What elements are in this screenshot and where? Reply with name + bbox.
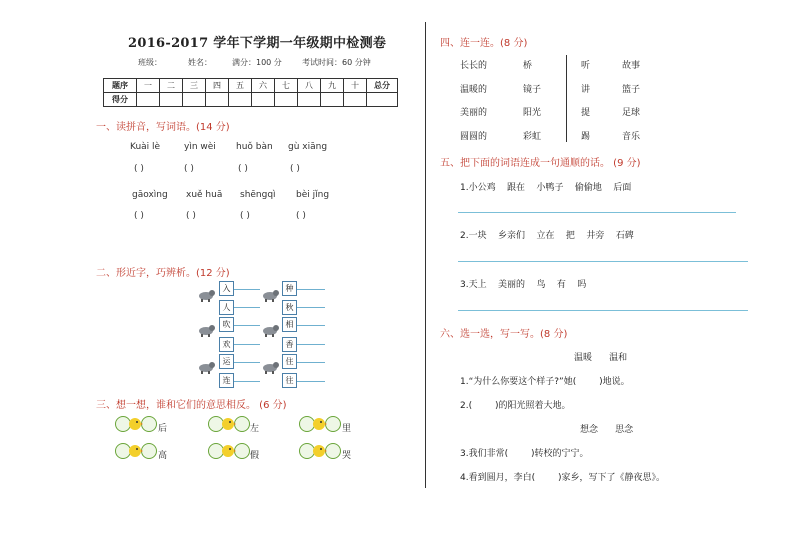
score-cell: 九: [321, 79, 344, 93]
section-6-heading: 六、选一选，写一写。(8 分): [440, 329, 568, 340]
char-box: 香: [282, 337, 297, 352]
score-table-score-row: [104, 93, 398, 107]
pinyin: shēngqì: [240, 190, 276, 200]
dog-icon: [260, 323, 280, 337]
antonym-word: 高: [158, 451, 168, 461]
score-input-cell[interactable]: [252, 93, 275, 107]
answer-line[interactable]: [234, 344, 260, 345]
match-word[interactable]: 提: [581, 108, 591, 118]
answer-line[interactable]: [234, 325, 260, 326]
char-box: 人: [219, 300, 234, 315]
section-1-heading: 一、读拼音，写词语。(14 分): [96, 122, 230, 133]
antonym-word: 里: [342, 424, 352, 434]
answer-line[interactable]: [297, 362, 325, 363]
answer-paren[interactable]: ( ): [240, 211, 250, 221]
score-input-cell[interactable]: [206, 93, 229, 107]
match-word[interactable]: 音乐: [622, 132, 641, 142]
char-box: 相: [282, 317, 297, 332]
char-box: 吹: [219, 317, 234, 332]
score-input-cell[interactable]: [321, 93, 344, 107]
score-cell: 得分: [104, 93, 137, 107]
antonym-word: 后: [158, 424, 168, 434]
pinyin: gāoxìng: [132, 190, 168, 200]
section-5-heading: 五、把下面的词语连成一句通顺的话。 (9 分): [440, 158, 641, 169]
match-word[interactable]: 桥: [523, 61, 533, 71]
section-4-heading: 四、连一连。(8 分): [440, 38, 528, 49]
answer-line[interactable]: [234, 362, 260, 363]
match-word[interactable]: 讲: [581, 85, 591, 95]
score-cell: 六: [252, 79, 275, 93]
score-cell: 三: [183, 79, 206, 93]
score-table-header-row: [104, 79, 398, 93]
score-input-cell[interactable]: [275, 93, 298, 107]
antonym-word: 左: [250, 424, 260, 434]
page-title: 2016-2017 学年下学期一年级期中检测卷: [128, 36, 387, 51]
answer-circle[interactable]: [325, 416, 341, 432]
pinyin: huǒ bàn: [236, 142, 273, 152]
char-box: 入: [219, 281, 234, 296]
char-box: 住: [282, 354, 297, 369]
pinyin: yìn wèi: [184, 142, 216, 152]
answer-line[interactable]: [234, 381, 260, 382]
score-input-cell[interactable]: [160, 93, 183, 107]
answer-line[interactable]: [458, 212, 736, 213]
score-cell: 一: [137, 79, 160, 93]
question-text[interactable]: 1.“为什么你要这个样子?”她( )地说。: [460, 377, 630, 387]
match-word[interactable]: 足球: [622, 108, 641, 118]
match-word[interactable]: 镜子: [523, 85, 542, 95]
chick-icon: [220, 415, 236, 431]
chick-icon: [127, 442, 143, 458]
match-word[interactable]: 踢: [581, 132, 591, 142]
match-word[interactable]: 篮子: [622, 85, 641, 95]
score-cell: 总分: [367, 79, 398, 93]
char-box: 运: [219, 354, 234, 369]
answer-line[interactable]: [458, 310, 748, 311]
char-box: 种: [282, 281, 297, 296]
answer-line[interactable]: [458, 261, 748, 262]
question-text: 2.一块 乡亲们 立在 把 井旁 石碑: [460, 231, 634, 241]
score-cell: 二: [160, 79, 183, 93]
score-cell: 八: [298, 79, 321, 93]
answer-line[interactable]: [297, 344, 325, 345]
chick-icon: [311, 442, 327, 458]
answer-line[interactable]: [297, 307, 325, 308]
score-input-cell[interactable]: [229, 93, 252, 107]
answer-line[interactable]: [297, 381, 325, 382]
match-word[interactable]: 长长的: [460, 61, 488, 71]
match-word[interactable]: 温暖的: [460, 85, 488, 95]
score-cell: 四: [206, 79, 229, 93]
score-table: [103, 78, 398, 107]
answer-line[interactable]: [297, 289, 325, 290]
pinyin: Kuài lè: [130, 142, 161, 152]
dog-icon: [196, 288, 216, 302]
answer-paren[interactable]: ( ): [296, 211, 306, 221]
dog-icon: [260, 288, 280, 302]
full-score-label: 满分：100 分: [232, 58, 282, 67]
class-label: 班级：: [138, 58, 162, 67]
char-box: 秋: [282, 300, 297, 315]
score-input-cell[interactable]: [137, 93, 160, 107]
chick-icon: [311, 415, 327, 431]
dog-icon: [196, 360, 216, 374]
antonym-word: 假: [250, 451, 260, 461]
chick-icon: [220, 442, 236, 458]
answer-line[interactable]: [234, 289, 260, 290]
question-text: 3.天上 美丽的 鸟 有 吗: [460, 280, 587, 290]
char-box: 欢: [219, 337, 234, 352]
answer-circle[interactable]: [141, 443, 157, 459]
answer-line[interactable]: [297, 325, 325, 326]
answer-paren[interactable]: ( ): [134, 211, 144, 221]
question-text[interactable]: 3.我们非常( )转校的宁宁。: [460, 449, 589, 459]
match-word[interactable]: 阳光: [523, 108, 542, 118]
dog-icon: [196, 323, 216, 337]
answer-paren[interactable]: ( ): [290, 164, 300, 174]
separator-line: [566, 55, 567, 142]
match-word[interactable]: 彩虹: [523, 132, 542, 142]
pinyin: bèi jǐng: [296, 190, 330, 200]
score-cell: 五: [229, 79, 252, 93]
answer-circle[interactable]: [234, 416, 250, 432]
pinyin: gù xiāng: [288, 142, 328, 152]
answer-paren[interactable]: ( ): [134, 164, 144, 174]
page-divider: [425, 22, 426, 488]
exam-time-label: 考试时间：60 分钟: [302, 58, 371, 67]
match-word[interactable]: 圆圆的: [460, 132, 488, 142]
question-text[interactable]: 4.看到圆月，李白( )家乡，写下了《静夜思》。: [460, 473, 665, 483]
name-label: 姓名：: [188, 58, 212, 67]
pinyin: xuě huā: [186, 190, 223, 200]
match-word[interactable]: 故事: [622, 61, 641, 71]
answer-paren[interactable]: ( ): [238, 164, 248, 174]
answer-circle[interactable]: [325, 443, 341, 459]
answer-circle[interactable]: [234, 443, 250, 459]
section-2-heading: 二、形近字，巧辨析。(12 分): [96, 268, 230, 279]
word-choices: 温暖 温和: [574, 353, 628, 363]
char-box: 连: [219, 373, 234, 388]
char-box: 往: [282, 373, 297, 388]
score-cell: 七: [275, 79, 298, 93]
word-choices: 想念 思念: [580, 425, 634, 435]
score-cell: 题序: [104, 79, 137, 93]
question-text[interactable]: 2.( )的阳光照着大地。: [460, 401, 571, 411]
score-cell: 十: [344, 79, 367, 93]
section-3-heading: 三、想一想，谁和它们的意思相反。 (6 分): [96, 400, 287, 411]
match-word[interactable]: 美丽的: [460, 108, 488, 118]
match-word[interactable]: 听: [581, 61, 591, 71]
answer-paren[interactable]: ( ): [184, 164, 194, 174]
answer-circle[interactable]: [141, 416, 157, 432]
question-text: 1.小公鸡 跟在 小鸭子 偷偷地 后面: [460, 183, 632, 193]
score-input-cell[interactable]: [183, 93, 206, 107]
answer-paren[interactable]: ( ): [186, 211, 196, 221]
score-input-cell[interactable]: [298, 93, 321, 107]
chick-icon: [127, 415, 143, 431]
score-input-cell[interactable]: [344, 93, 367, 107]
dog-icon: [260, 360, 280, 374]
score-input-cell[interactable]: [367, 93, 398, 107]
antonym-word: 哭: [342, 451, 352, 461]
answer-line[interactable]: [234, 307, 260, 308]
